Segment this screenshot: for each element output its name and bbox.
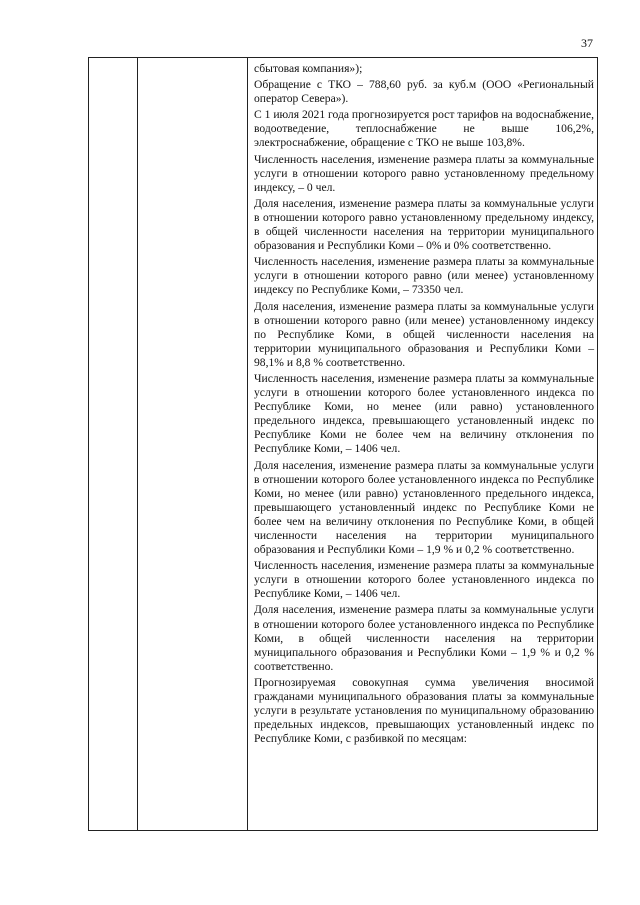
page-number: 37 (581, 36, 593, 50)
paragraph: С 1 июля 2021 года прогнозируется рост тарифов на водоснабжение, водоотведение, теплоснабжение не выше 106,2%, электроснабжение, обращение с ТКО не выше 103,8%. (254, 108, 594, 150)
column-divider-2 (247, 58, 248, 830)
document-table (88, 57, 598, 831)
paragraph: Доля населения, изменение размера платы за коммунальные услуги в отношении которого равно (или менее) установленному индексу по Республике Коми, в общей численности населения на территории муниципального образования и Республики Коми – 98,1% и 8,8 % соответственно. (254, 299, 594, 369)
paragraph: Обращение с ТКО – 788,60 руб. за куб.м (ООО «Региональный оператор Севера»). (254, 78, 594, 106)
paragraph: Прогнозируемая совокупная сумма увеличения вносимой гражданами муниципального образования платы за коммунальные услуги в результате установления по муниципальному образованию предельных индексов, превышающих установленный индекс по Республике Коми, с разбивкой по месяцам: (254, 675, 594, 746)
paragraph: Доля населения, изменение размера платы за коммунальные услуги в отношении которого более установленного индекса по Республике Коми, но менее (или равно) установленного предельного индекса, превышающего установленный индекс по Республике Коми не более чем на величину отклонения по Республике Коми, в общей численности населения на территории муниципального образования и Республики Коми – 1,9 % и 0,2 % соответственно. (254, 458, 594, 557)
column-divider-1 (137, 58, 138, 830)
paragraph: Доля населения, изменение размера платы за коммунальные услуги в отношении которого равно установленному предельному индексу, в общей численности населения на территории муниципального образования и Республики Коми – 0% и 0% соответственно. (254, 196, 594, 253)
table-text-cell (254, 62, 594, 748)
paragraph: Численность населения, изменение размера платы за коммунальные услуги в отношении которого равно (или менее) установленному индексу по Республике Коми, – 73350 чел. (254, 255, 594, 297)
paragraph: сбытовая компания»); (254, 62, 363, 75)
paragraph: Доля населения, изменение размера платы за коммунальные услуги в отношении которого более установленного индекса по Республике Коми, в общей численности населения на территории муниципального образования и Республики Коми – 1,9 % и 0,2 % соответственно. (254, 603, 594, 673)
paragraph: Численность населения, изменение размера платы за коммунальные услуги в отношении которого более установленного индекса по Республике Коми, – 1406 чел. (254, 559, 594, 601)
paragraph: Численность населения, изменение размера платы за коммунальные услуги в отношении которого более установленного индекса по Республике Коми, но менее (или равно) установленного предельного индекса, превышающего установленный индекс по Республике Коми не более чем на величину отклонения по Республике Коми, – 1406 чел. (254, 371, 594, 456)
paragraph: Численность населения, изменение размера платы за коммунальные услуги в отношении которого равно установленному предельному индексу, – 0 чел. (254, 152, 594, 194)
